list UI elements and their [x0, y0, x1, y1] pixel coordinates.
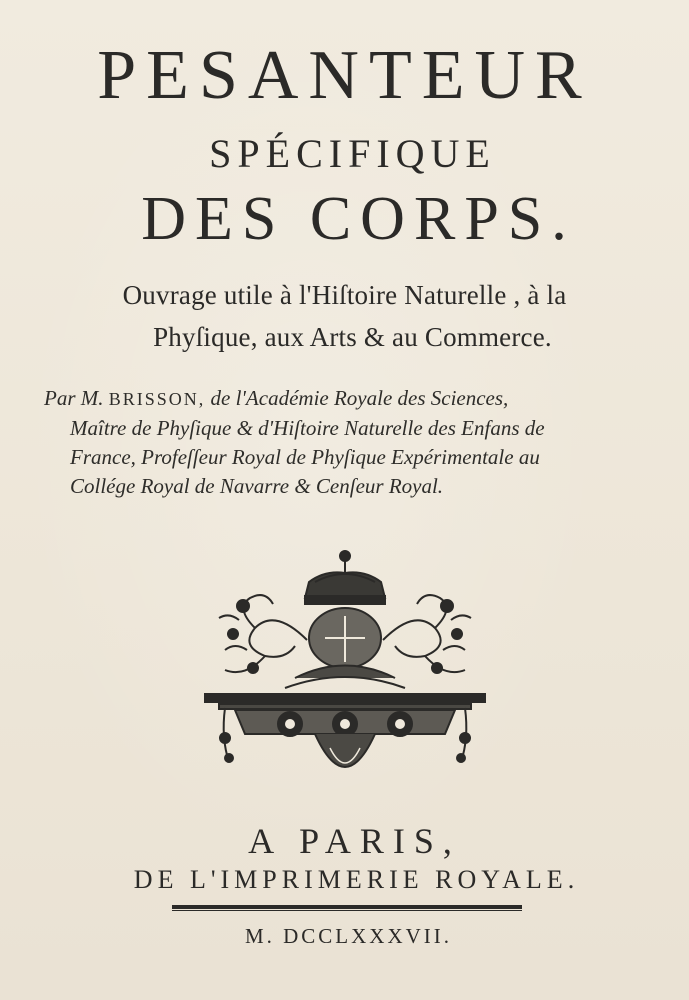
author-line-1	[44, 384, 664, 414]
imprint-year: M. DCCLXXXVII.	[244, 924, 453, 948]
imprint-place: A PARIS,	[248, 821, 461, 861]
subtitle-line-2: Phyſique, aux Arts & au Commerce.	[153, 322, 552, 352]
title-line-2: SPÉCIFIQUE	[209, 131, 496, 176]
author-line-2: Maître de Phyſique & d'Hiſtoire Naturelle des Enfans de	[70, 416, 545, 440]
double-rule-divider	[172, 905, 522, 909]
subtitle-line-1: Ouvrage utile à l'Hiſtoire Naturelle , à la	[122, 280, 567, 310]
author-name: BRISSON,	[108, 389, 206, 409]
imprint-printer: DE L'IMPRIMERIE ROYALE.	[133, 865, 580, 894]
author-affiliation: de l'Académie Royale des Sciences,	[210, 386, 509, 410]
author-prefix: Par M.	[44, 386, 104, 410]
royal-crown-fleur-de-lis-vignette-icon	[195, 538, 495, 808]
author-block	[44, 384, 664, 501]
title-line-1: PESANTEUR	[97, 37, 592, 114]
author-line-4: Collége Royal de Navarre & Cenſeur Royal.	[70, 474, 444, 498]
author-line-3: France, Profeſſeur Royal de Phyſique Expérimentale au	[70, 445, 540, 469]
title-line-3: DES CORPS.	[141, 185, 576, 253]
